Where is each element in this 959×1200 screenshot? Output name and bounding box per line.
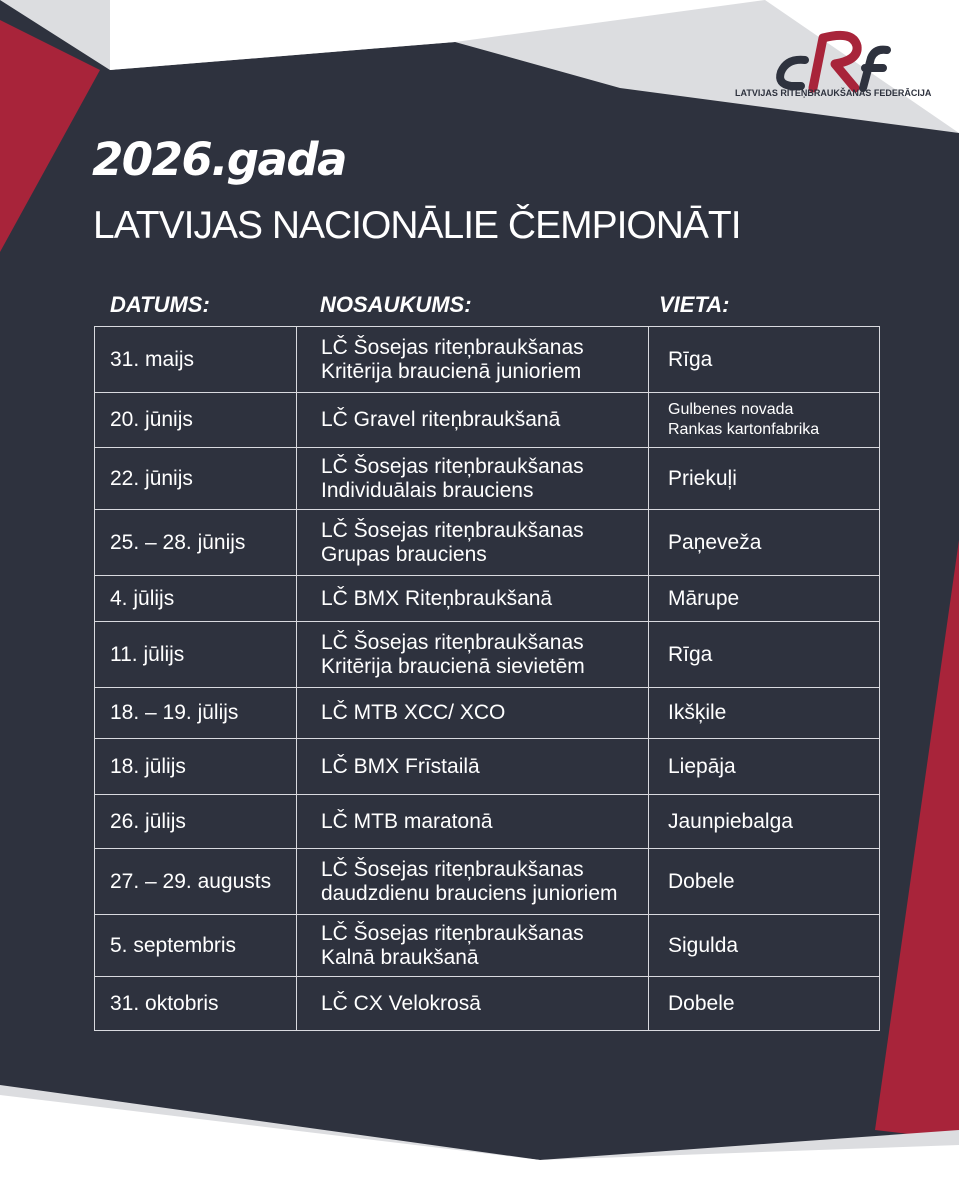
event-name (297, 795, 649, 849)
table-row (95, 622, 880, 688)
event-name-line: Kritērija braucienā junioriem (321, 359, 582, 383)
event-name-line: LČ Šosejas riteņbraukšanas (321, 518, 584, 542)
event-date: 26. jūlijs (95, 795, 297, 849)
event-name-line: LČ Šosejas riteņbraukšanas (321, 921, 584, 945)
right-red-shape (875, 540, 959, 1140)
event-name-line: LČ CX Velokrosā (321, 991, 481, 1015)
table-row (95, 977, 880, 1031)
event-date: 11. jūlijs (95, 622, 297, 688)
page-title: LATVIJAS NACIONĀLIE ČEMPIONĀTI (93, 204, 741, 247)
logo-c-shape (780, 60, 805, 86)
event-name (297, 448, 649, 510)
event-name-line: LČ Šosejas riteņbraukšanas (321, 630, 584, 654)
column-header-place: VIETA: (659, 292, 730, 317)
event-name-line: daudzdienu brauciens junioriem (321, 881, 618, 905)
event-place (649, 393, 880, 448)
table-row (95, 393, 880, 448)
event-date: 31. maijs (95, 327, 297, 393)
table-row (95, 849, 880, 915)
event-name (297, 510, 649, 576)
event-name-line: LČ BMX Riteņbraukšanā (321, 586, 553, 610)
logo-r-shape (813, 35, 857, 88)
event-date: 25. – 28. jūnijs (95, 510, 297, 576)
event-place-line: Mārupe (668, 586, 740, 610)
event-place (649, 688, 880, 739)
column-header-name: NOSAUKUMS: (320, 292, 472, 317)
year-title: 2026.gada (92, 133, 346, 186)
event-name (297, 849, 649, 915)
logo-f-shape (863, 50, 887, 88)
event-place-line: Rīga (668, 347, 713, 371)
event-name-line: LČ MTB maratonā (321, 809, 493, 833)
event-name (297, 688, 649, 739)
event-place (649, 448, 880, 510)
event-date: 5. septembris (95, 915, 297, 977)
event-date: 31. oktobris (95, 977, 297, 1031)
event-place-line: Dobele (668, 991, 735, 1015)
table-row (95, 915, 880, 977)
event-place (649, 849, 880, 915)
logo-caption: LATVIJAS RITEŅBRAUKŠANAS FEDERĀCIJA (735, 88, 932, 98)
event-place-line: Liepāja (668, 754, 736, 778)
event-name (297, 739, 649, 795)
top-left-red-shape (0, 20, 100, 252)
table-row (95, 576, 880, 622)
event-place-line: Dobele (668, 869, 735, 893)
event-place-line: Paņeveža (668, 530, 762, 554)
column-header-date: DATUMS: (110, 292, 210, 317)
event-name (297, 393, 649, 448)
event-name-line: Grupas brauciens (321, 542, 487, 566)
event-name-line: LČ Šosejas riteņbraukšanas (321, 335, 584, 359)
table-row (95, 739, 880, 795)
event-name-line: LČ MTB XCC/ XCO (321, 701, 506, 724)
event-place (649, 622, 880, 688)
event-date: 27. – 29. augusts (95, 849, 297, 915)
table-row (95, 688, 880, 739)
event-place (649, 977, 880, 1031)
event-name (297, 622, 649, 688)
championship-table (94, 326, 880, 1031)
event-name (297, 977, 649, 1031)
event-place-line: Rīga (668, 642, 713, 666)
event-place (649, 795, 880, 849)
event-date: 22. jūnijs (95, 448, 297, 510)
event-date: 4. jūlijs (95, 576, 297, 622)
event-name (297, 915, 649, 977)
event-name (297, 576, 649, 622)
event-name-line: LČ Šosejas riteņbraukšanas (321, 857, 584, 881)
event-date: 18. – 19. jūlijs (95, 688, 297, 739)
event-date: 20. jūnijs (95, 393, 297, 448)
table-row (95, 795, 880, 849)
event-place (649, 510, 880, 576)
event-name-line: Individuālais brauciens (321, 478, 534, 502)
event-place-line: Sigulda (668, 933, 739, 957)
event-place-line: Rankas kartonfabrika (668, 421, 820, 438)
event-place-line: Jaunpiebalga (668, 809, 793, 833)
table-row (95, 448, 880, 510)
event-place (649, 327, 880, 393)
event-place-line: Gulbenes novada (668, 401, 794, 418)
event-name-line: LČ Šosejas riteņbraukšanas (321, 454, 584, 478)
event-date: 18. jūlijs (95, 739, 297, 795)
event-name (297, 327, 649, 393)
event-name-line: Kritērija braucienā sievietēm (321, 654, 585, 678)
event-name-line: Kalnā braukšanā (321, 945, 479, 969)
table-row (95, 327, 880, 393)
event-place (649, 739, 880, 795)
event-name-line: LČ BMX Frīstailā (321, 754, 480, 778)
event-place-line: Priekuļi (668, 466, 737, 490)
event-place (649, 576, 880, 622)
event-place-line: Ikšķile (668, 701, 727, 724)
table-row (95, 510, 880, 576)
event-place (649, 915, 880, 977)
event-name-line: LČ Gravel riteņbraukšanā (321, 408, 561, 431)
